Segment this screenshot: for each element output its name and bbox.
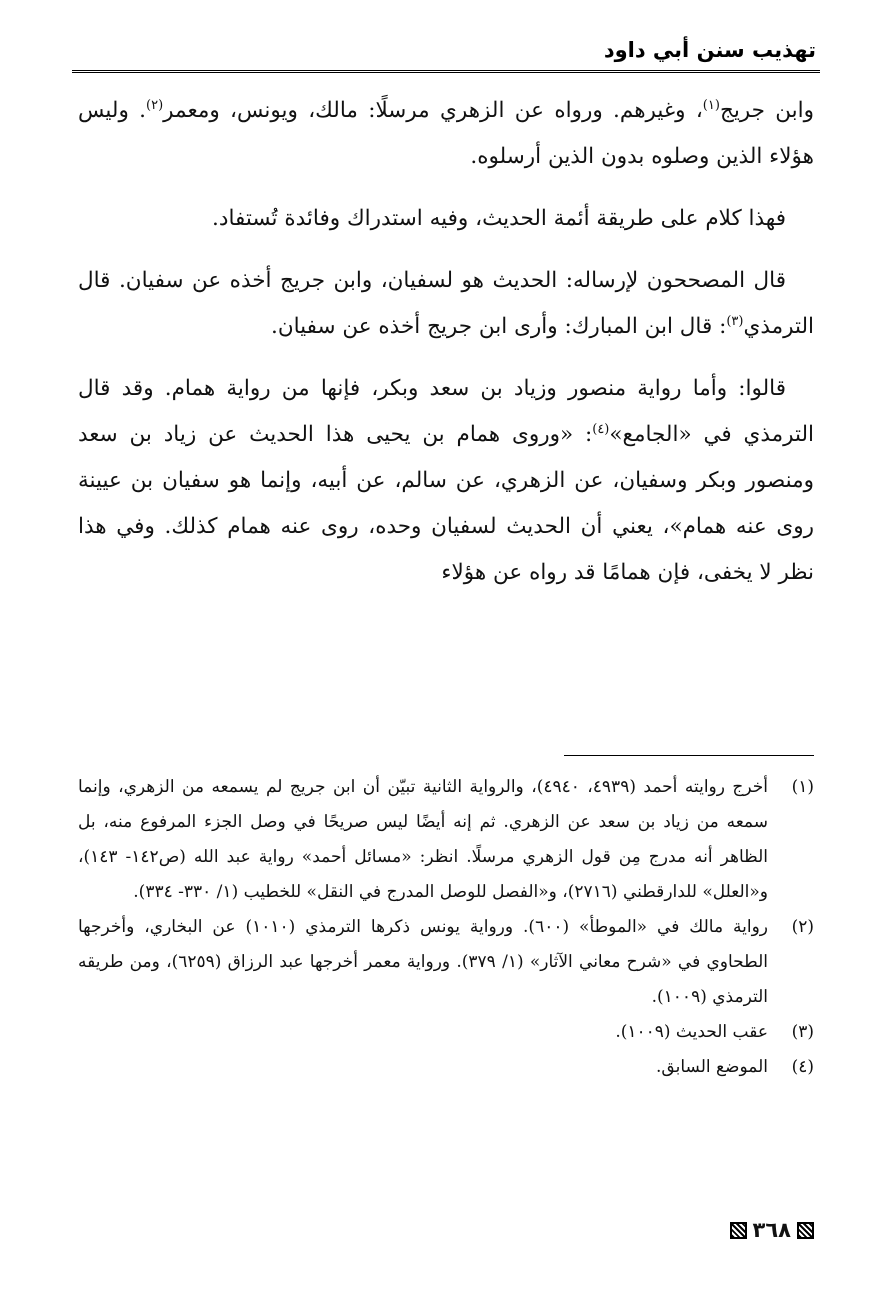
footnote-3: [78, 1015, 814, 1050]
footnote-1: [78, 770, 814, 910]
page-number: [730, 1218, 814, 1242]
footnote-text: أخرج روايته أحمد (٤٩٣٩، ٤٩٤٠)، والرواية الثانية تبيّن أن ابن جريج لم يسمعه من الزهري، وإنما سمعه من زياد بن سعد عن الزهري. ثم إنه أيضًا ليس صريحًا في وصل الجزء المرفوع منه، بل الظاهر أنه مدرج مِن قول الزهري مرسلًا. انظر: «مسائل أحمد» رواية عبد الله (ص١٤٢- ١٤٣)، و«العلل» للدارقطني (٢٧١٦)، و«الفصل للوصل المدرج في النقل» للخطيب (١/ ٣٣٠- ٣٣٤).: [78, 777, 768, 902]
footnote-number: (٣): [791, 1022, 814, 1042]
running-header: [72, 36, 820, 73]
footnote-text: الموضع السابق.: [656, 1057, 768, 1077]
main-text: [78, 88, 814, 612]
footnotes: [78, 770, 814, 1085]
book-title: تهذيب سنن أبي داود: [603, 38, 816, 62]
ornament-icon: [730, 1222, 747, 1239]
footnote-text: عقب الحديث (١٠٠٩).: [615, 1022, 768, 1042]
ornament-icon: [797, 1222, 814, 1239]
footnote-separator: [564, 755, 814, 756]
footnote-marker-2[interactable]: (٢): [146, 97, 164, 113]
page-number-label: ٣٦٨: [752, 1218, 791, 1242]
footnote-2: [78, 910, 814, 1015]
paragraph-2: فهذا كلام على طريقة أئمة الحديث، وفيه استدراك وفائدة تُستفاد.: [212, 206, 786, 231]
footnote-marker-3[interactable]: (٣): [726, 313, 744, 329]
paragraph-4: قالوا: وأما رواية منصور وزياد بن سعد وبكر، فإنها من رواية همام. وقد قال الترمذي في «الجامع»$^{(٤)}$: «وروى همام بن يحيى هذا الحديث عن زياد بن سعد ومنصور وبكر وسفيان، عن الزهري، عن سالم، عن أبيه، وإنما هو سفيان بن عيينة روى عنه همام»، يعني أن الحديث لسفيان وحده، روى عنه همام كذلك. وفي هذا نظر لا يخفى، فإن همامًا قد رواه عن هؤلاء: [78, 376, 815, 585]
footnote-number: (٢): [791, 917, 814, 937]
footnote-4: [78, 1050, 814, 1085]
footnote-marker-1[interactable]: (١): [702, 97, 720, 113]
paragraph-3: قال المصححون لإرساله: الحديث هو لسفيان، وابن جريج أخذه عن سفيان. قال الترمذي$^{(٣)}$: قال ابن المبارك: وأرى ابن جريج أخذه عن سفيان.: [78, 268, 814, 339]
footnote-number: (١): [791, 777, 814, 797]
footnote-text: رواية مالك في «الموطأ» (٦٠٠). ورواية يونس ذكرها الترمذي (١٠١٠) عن البخاري، وأخرجها الطحاوي في «شرح معاني الآثار» (١/ ٣٧٩). ورواية معمر أخرجها عبد الرزاق (٦٢٥٩)، ومن طريقه الترمذي (١٠٠٩).: [78, 917, 768, 1007]
footnote-marker-4[interactable]: (٤): [592, 421, 610, 437]
footnote-number: (٤): [791, 1057, 814, 1077]
paragraph-1: وابن جريج$^{(١)}$، وغيرهم. ورواه عن الزهري مرسلًا: مالك، ويونس، ومعمر$^{(٢)}$. وليس هؤلاء الذين وصلوه بدون الذين أرسلوه.: [78, 97, 814, 169]
